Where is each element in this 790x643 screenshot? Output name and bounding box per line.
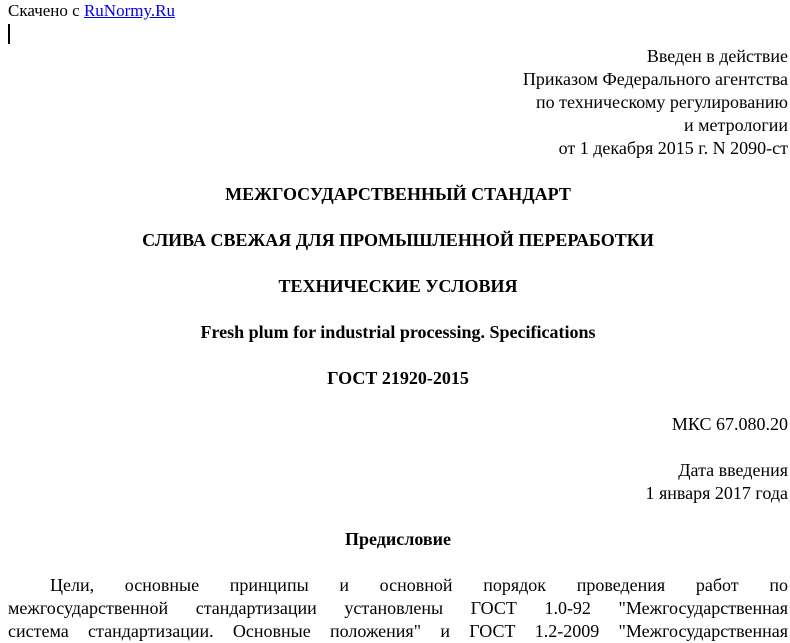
enactment-line: по техническому регулированию (535, 92, 788, 112)
standard-type-title: МЕЖГОСУДАРСТВЕННЫЙ СТАНДАРТ (225, 184, 571, 204)
runormy-link[interactable]: RuNormy.Ru (83, 1, 175, 20)
enactment-line: от 1 декабря 2015 г. N 2090-ст (558, 138, 788, 158)
introduction-date-block (8, 459, 788, 505)
standard-subtitle-ru: ТЕХНИЧЕСКИЕ УСЛОВИЯ (278, 276, 518, 296)
preface-heading: Предисловие (345, 529, 451, 549)
text-cursor (8, 24, 10, 44)
standard-name-en: Fresh plum for industrial processing. Specifications (200, 322, 596, 342)
preface-line: система стандартизации. Основные положения" и ГОСТ 1.2-2009 "Межгосударственная (8, 621, 788, 641)
source-line (8, 1, 175, 21)
document-page (8, 45, 788, 643)
enactment-block (8, 45, 788, 160)
standard-code: ГОСТ 21920-2015 (327, 368, 469, 388)
enactment-line: и метрологии (684, 115, 788, 135)
preface-line: Цели, основные принципы и основной порядок проведения работ по (50, 575, 788, 595)
mks-code: МКС 67.080.20 (671, 414, 788, 434)
introduction-date-label: Дата введения (678, 460, 788, 480)
preface-paragraph (8, 574, 788, 643)
standard-name-ru: СЛИВА СВЕЖАЯ ДЛЯ ПРОМЫШЛЕННОЙ ПЕРЕРАБОТКИ (142, 230, 654, 250)
enactment-line: Введен в действие (646, 46, 788, 66)
introduction-date-value: 1 января 2017 года (645, 483, 788, 503)
preface-line: межгосударственной стандартизации установлены ГОСТ 1.0-92 "Межгосударственная (8, 598, 788, 618)
source-prefix: Скачено с (8, 1, 80, 20)
enactment-line: Приказом Федерального агентства (522, 69, 788, 89)
